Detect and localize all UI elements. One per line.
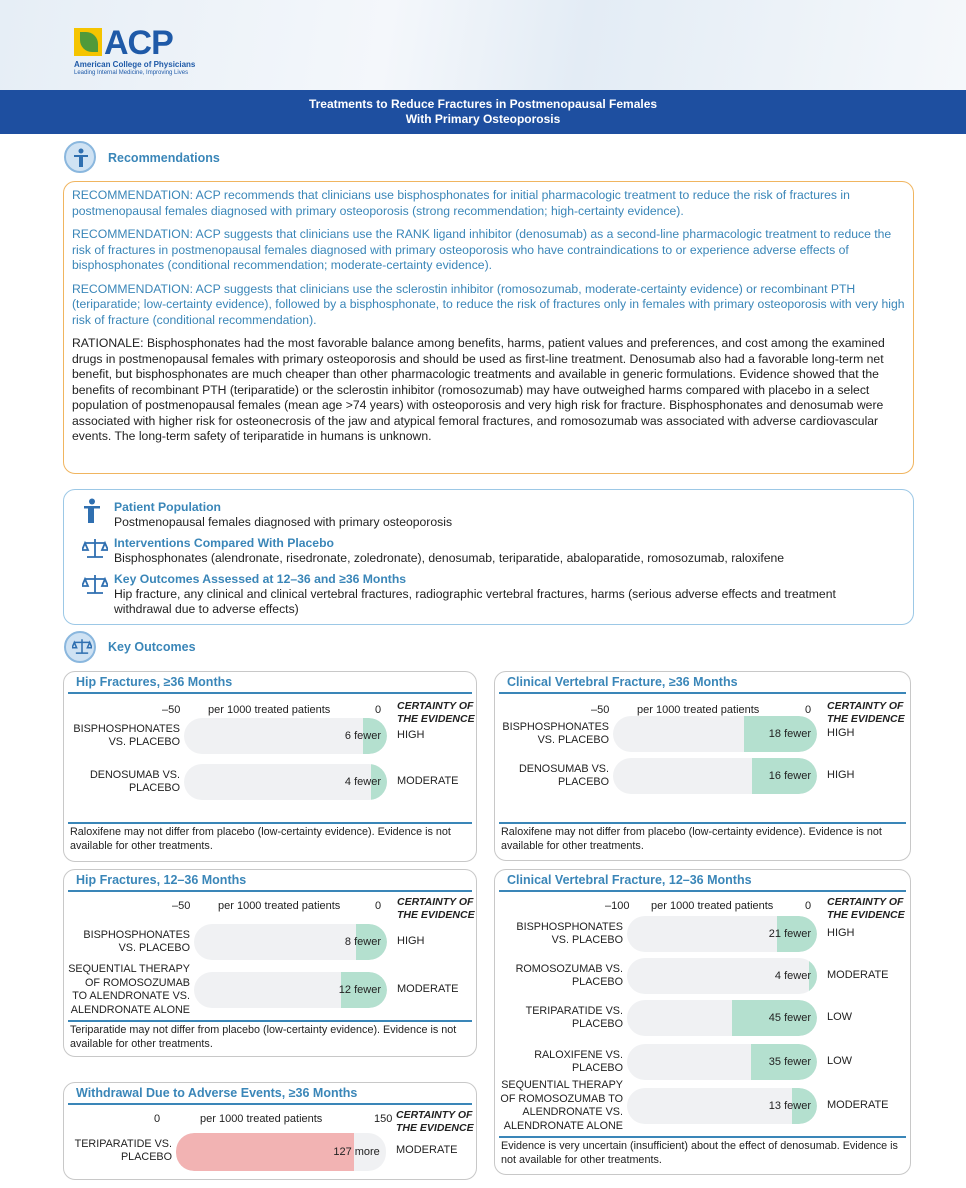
- row-label: SEQUENTIAL THERAPY OF ROMOSOZUMAB TO ALENDRONATE VS. ALENDRONATE ALONE: [500, 1079, 623, 1132]
- axis-max-label: 0: [375, 704, 382, 716]
- outcome-panel: [494, 869, 911, 1175]
- panel-title-rule: [68, 692, 472, 694]
- axis-max-label: 0: [805, 900, 812, 912]
- certainty-level: HIGH: [827, 927, 855, 939]
- bar-value-label: 16 fewer: [768, 770, 811, 782]
- bar-value-label: 4 fewer: [774, 970, 811, 982]
- axis-unit-label: per 1000 treated patients: [208, 704, 331, 716]
- panel-title: Withdrawal Due to Adverse Events, ≥36 Months: [76, 1086, 358, 1100]
- certainty-level: LOW: [827, 1011, 853, 1023]
- rationale: RATIONALE: Bisphosphonates had the most favorable balance among benefits, harms, patient values and preferences, and cost among the examined drugs in postmenopausal females with primary osteoporosis and should be used as first-line treatment. Denosumab also had a favorable long-term net benefit, but bisphosphonates are much cheaper than other pharmacologic treatments and available in generic formulations. Evidence showed that the benefits of recombinant PTH (teriparatide) or the sclerostin inhibitor (romosozumab) may have outweighed harms compared with placebo in a select population of postmenopausal females (mean age >74 years) with osteoporosis and very high risk for fracture. Bisphosphonates and denosumab were associated with higher risk for osteonecrosis of the jaw and atypical femoral fractures, and romosozumab was associated with adverse cardiovascular events. The long-term safety of teriparatide in humans is unknown.: [72, 336, 885, 443]
- interventions-text: Bisphosphonates (alendronate, risedronate, zoledronate), denosumab, teriparatide, abaloparatide, romosozumab, raloxifene: [114, 551, 785, 565]
- bar-track: [613, 758, 817, 794]
- recommendations-box: [63, 181, 914, 474]
- outcomes-assessed-heading: Key Outcomes Assessed at 12–36 and ≥36 Months: [114, 572, 407, 586]
- key-outcomes-heading: Key Outcomes: [108, 640, 196, 654]
- axis-max-label: 0: [805, 704, 812, 716]
- outcome-panel: [63, 1082, 477, 1180]
- panel-title: Hip Fractures, 12–36 Months: [76, 873, 247, 887]
- row-label: BISPHOSPHONATES VS. PLACEBO: [83, 928, 190, 954]
- population-heading: Patient Population: [114, 500, 221, 514]
- axis-min-label: 0: [154, 1113, 161, 1125]
- bar-value-label: 8 fewer: [344, 936, 381, 948]
- certainty-level: HIGH: [397, 729, 425, 741]
- bar-value-label: 18 fewer: [768, 728, 811, 740]
- certainty-level: MODERATE: [827, 1099, 889, 1111]
- bar-track: [184, 764, 387, 800]
- row-label: SEQUENTIAL THERAPY OF ROMOSOZUMAB TO ALENDRONATE VS. ALENDRONATE ALONE: [68, 963, 190, 1016]
- axis-min-label: –50: [591, 704, 610, 716]
- row-label: BISPHOSPHONATES VS. PLACEBO: [516, 920, 623, 946]
- panel-footer-rule: [499, 1136, 906, 1138]
- certainty-level: MODERATE: [397, 775, 459, 787]
- row-label: ROMOSOZUMAB VS. PLACEBO: [515, 962, 623, 988]
- axis-min-label: –100: [605, 900, 630, 912]
- panel-note: Evidence is very uncertain (insufficient) about the effect of denosumab. Evidence is not available for other treatments.: [501, 1140, 898, 1166]
- row-label: DENOSUMAB VS. PLACEBO: [90, 768, 180, 794]
- certainty-header: CERTAINTY OF THE EVIDENCE: [827, 896, 905, 921]
- bar-value-label: 35 fewer: [768, 1056, 811, 1068]
- scale-icon: [64, 631, 96, 663]
- title-line-2: With Primary Osteoporosis: [405, 112, 561, 126]
- person-icon: [82, 498, 102, 524]
- interventions-heading: Interventions Compared With Placebo: [114, 536, 334, 550]
- panel-title-rule: [68, 890, 472, 892]
- axis-min-label: –50: [172, 900, 191, 912]
- page-title: [0, 90, 966, 134]
- bar-track: [627, 916, 817, 952]
- scale-icon: [82, 574, 108, 596]
- bar-track: [627, 1044, 817, 1080]
- axis-unit-label: per 1000 treated patients: [218, 900, 341, 912]
- bar-value-label: 13 fewer: [768, 1100, 811, 1112]
- bar-track: [627, 1088, 817, 1124]
- bar-track: [627, 958, 817, 994]
- panel-footer-rule: [499, 822, 906, 824]
- logo-tagline: Leading Internal Medicine, Improving Lives: [74, 70, 189, 76]
- bar-value-label: 4 fewer: [344, 776, 381, 788]
- recommendations-heading: Recommendations: [108, 151, 220, 165]
- certainty-level: HIGH: [397, 935, 425, 947]
- title-line-1: Treatments to Reduce Fractures in Postmenopausal Females: [308, 97, 658, 111]
- row-label: DENOSUMAB VS. PLACEBO: [519, 762, 609, 788]
- panel-title-rule: [499, 890, 906, 892]
- logo-subtitle: American College of Physicians: [74, 60, 196, 69]
- bar-track: [184, 718, 387, 754]
- bar-track: [194, 924, 387, 960]
- outcome-panel: [63, 671, 477, 862]
- outcomes-assessed-text: Hip fracture, any clinical and clinical vertebral fractures, radiographic vertebral fractures, harms (serious adverse effects and treatment withdrawal due to adverse effects): [114, 587, 836, 616]
- population-text: Postmenopausal females diagnosed with primary osteoporosis: [114, 515, 453, 529]
- bar-value-label: 6 fewer: [344, 730, 381, 742]
- scale-icon: [82, 538, 108, 560]
- axis-unit-label: per 1000 treated patients: [200, 1113, 323, 1125]
- panel-note: Raloxifene may not differ from placebo (low-certainty evidence). Evidence is not available for other treatments.: [70, 826, 451, 852]
- axis-unit-label: per 1000 treated patients: [651, 900, 774, 912]
- bar-value-label: 21 fewer: [768, 928, 811, 940]
- row-label: TERIPARATIDE VS. PLACEBO: [74, 1137, 172, 1163]
- axis-min-label: –50: [162, 704, 181, 716]
- bar-track: [613, 716, 817, 752]
- certainty-level: MODERATE: [397, 983, 459, 995]
- panel-footer-rule: [68, 822, 472, 824]
- recommendation-3: RECOMMENDATION: ACP suggests that clinicians use the sclerostin inhibitor (romosozumab, moderate-certainty evidence) or recombinant PTH (teriparatide; low-certainty evidence), followed by a bisphosphonate, to reduce the risk of fractures only in females with primary osteoporosis with very high risk of fracture (conditional recommendation).: [72, 281, 905, 327]
- certainty-header: CERTAINTY OF THE EVIDENCE: [397, 700, 475, 725]
- certainty-header: CERTAINTY OF THE EVIDENCE: [827, 700, 905, 725]
- certainty-level: HIGH: [827, 769, 855, 781]
- row-label: RALOXIFENE VS. PLACEBO: [534, 1048, 623, 1074]
- certainty-level: LOW: [827, 1055, 853, 1067]
- axis-max-label: 0: [375, 900, 382, 912]
- panel-footer-rule: [68, 1020, 472, 1022]
- certainty-level: MODERATE: [827, 969, 889, 981]
- panel-note: Raloxifene may not differ from placebo (low-certainty evidence). Evidence is not available for other treatments.: [501, 826, 882, 852]
- bar-track: [194, 972, 387, 1008]
- outcome-panel: [63, 869, 477, 1057]
- bar-value-label: 45 fewer: [768, 1012, 811, 1024]
- axis-max-label: 150: [374, 1113, 393, 1125]
- population-box: [63, 489, 914, 625]
- row-label: BISPHOSPHONATES VS. PLACEBO: [73, 722, 180, 748]
- panel-title-rule: [68, 1103, 472, 1105]
- bar: [176, 1133, 354, 1171]
- certainty-header: CERTAINTY OF THE EVIDENCE: [397, 896, 475, 921]
- certainty-level: MODERATE: [396, 1144, 458, 1156]
- certainty-header: CERTAINTY OF THE EVIDENCE: [396, 1109, 474, 1134]
- row-label: BISPHOSPHONATES VS. PLACEBO: [502, 720, 609, 746]
- panel-title: Hip Fractures, ≥36 Months: [76, 675, 233, 689]
- panel-note: Teriparatide may not differ from placebo (low-certainty evidence). Evidence is not available for other treatments.: [70, 1024, 457, 1050]
- bar-value-label: 12 fewer: [338, 984, 381, 996]
- person-icon: [64, 141, 96, 173]
- row-label: TERIPARATIDE VS. PLACEBO: [525, 1004, 623, 1030]
- bar-track: [627, 1000, 817, 1036]
- panel-title-rule: [499, 692, 906, 694]
- recommendation-1: RECOMMENDATION: ACP recommends that clinicians use bisphosphonates for initial pharmacologic treatment to reduce the risk of fractures in postmenopausal females diagnosed with primary osteoporosis (strong recommendation; high-certainty evidence).: [72, 188, 850, 218]
- recommendation-2: RECOMMENDATION: ACP suggests that clinicians use the RANK ligand inhibitor (denosumab) as a second-line pharmacologic treatment to reduce the risk of fractures in postmenopausal females diagnosed with primary osteoporosis who have contraindications to or experience adverse effects of bisphosphonates (conditional recommendation; moderate-certainty evidence).: [72, 227, 892, 272]
- bar-track: [176, 1133, 386, 1171]
- panel-title: Clinical Vertebral Fracture, 12–36 Months: [507, 873, 752, 887]
- logo-text: ACP: [104, 24, 173, 62]
- certainty-level: HIGH: [827, 727, 855, 739]
- outcome-panel: [494, 671, 911, 861]
- panel-title: Clinical Vertebral Fracture, ≥36 Months: [507, 675, 738, 689]
- axis-unit-label: per 1000 treated patients: [637, 704, 760, 716]
- acp-logo-mark-icon: [74, 28, 102, 56]
- bar-value-label: 127 more: [333, 1146, 380, 1158]
